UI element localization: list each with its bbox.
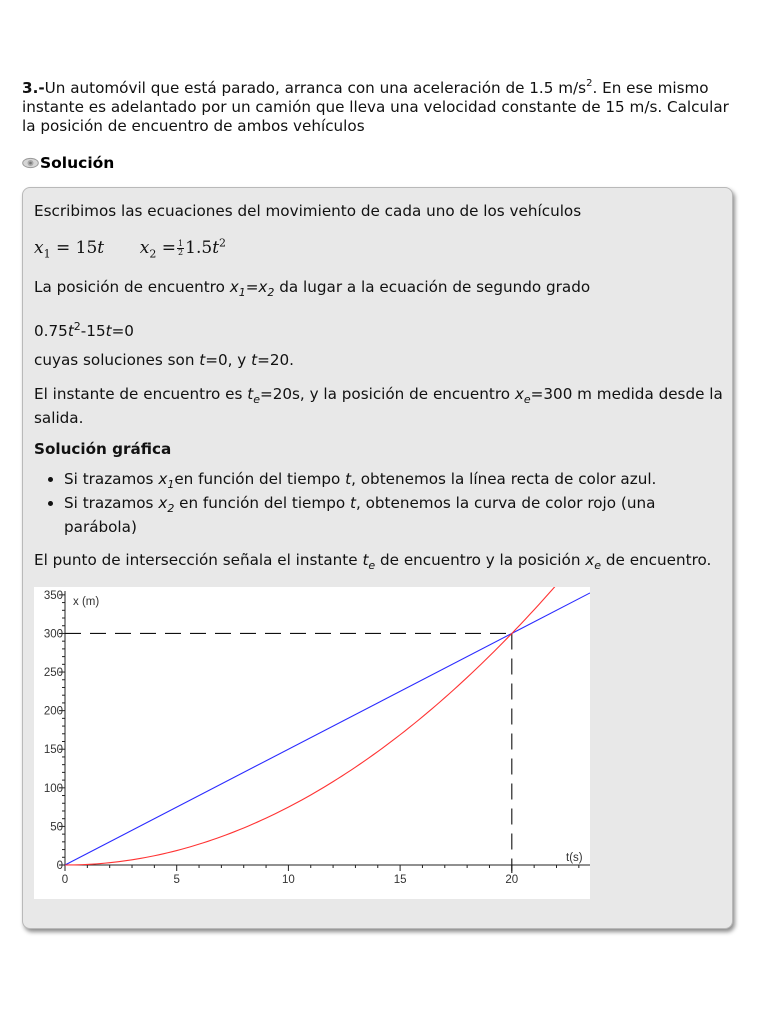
- quadratic-equation: $0.75t^2-15t=0$: [34, 320, 134, 341]
- x-tick-label: 5: [173, 874, 180, 886]
- y-tick-label: 350: [43, 589, 63, 602]
- position-time-chart: [34, 587, 590, 899]
- problem-number: 3.-: [22, 79, 45, 97]
- x-tick-label: 0: [61, 874, 69, 886]
- roots-statement: cuyas soluciones son t=0, y t=20.: [34, 351, 294, 369]
- list-item: • Si trazamos $x_1en$ función del tiempo t, obtenemos la línea recta de color azul.: [64, 470, 714, 494]
- fraction-half: $\frac{1}{2}$: [178, 238, 184, 257]
- x-tick-label: 15: [393, 874, 407, 886]
- y-axis-label: x (m): [73, 596, 100, 608]
- encounter-statement: La posición de encuentro $x_1=x_2$ da lugar a la ecuación de segundo grado: [34, 278, 591, 300]
- bullet-list: [34, 470, 714, 537]
- y-tick-label: 250: [43, 667, 63, 680]
- list-item: • Si trazamos $x_2$ en función del tiempo t, obtenemos la curva de color rojo (una parábola): [64, 494, 714, 537]
- result-statement: El instante de encuentro es $t_e=20s$, y la posición de encuentro $x_e=300$ m medida desde la salida.: [34, 385, 723, 428]
- problem-text-sup: 2: [586, 77, 593, 89]
- x-axis-label: t(s): [566, 852, 583, 864]
- intersection-statement: El punto de intersección señala el instante $t_e$ de encuentro y la posición $x_e$ de encuentro.: [34, 551, 712, 573]
- solution-panel: [22, 187, 733, 929]
- x-tick-label: 10: [282, 874, 295, 886]
- y-tick-label: 50: [50, 821, 63, 834]
- solution-intro: Escribimos las ecuaciones del movimiento de cada uno de los vehículos: [34, 202, 582, 220]
- x-tick-label: 20: [505, 874, 519, 886]
- equations-row: [34, 233, 226, 263]
- problem-statement: [22, 79, 732, 136]
- series-curve-x2: [65, 587, 561, 865]
- chart-svg: [34, 587, 590, 899]
- problem-text-2: . En ese mismo instante es adelantado por un camión que lleva una velocidad constante de 15 m/s. Calcular la posición de encuentro de ambos vehículos: [22, 79, 729, 135]
- y-tick-label: 100: [43, 782, 63, 795]
- y-tick-label: 0: [56, 860, 63, 872]
- graph-heading: Solución gráfica: [34, 440, 172, 458]
- eye-icon: [22, 157, 39, 169]
- y-tick-label: 200: [43, 705, 63, 718]
- solution-toggle[interactable]: [22, 152, 114, 174]
- equation-x1: $x_1 = 15t$: [34, 237, 105, 261]
- equation-x2: $x_2$ = $\frac{1}{2}$ $1.5t^2$: [139, 236, 227, 261]
- solution-toggle-label: Solución: [40, 154, 115, 172]
- y-tick-label: 300: [43, 628, 63, 641]
- problem-text-1: Un automóvil que está parado, arranca con una aceleración de 1.5 m/s: [44, 79, 587, 97]
- y-tick-label: 150: [43, 744, 63, 757]
